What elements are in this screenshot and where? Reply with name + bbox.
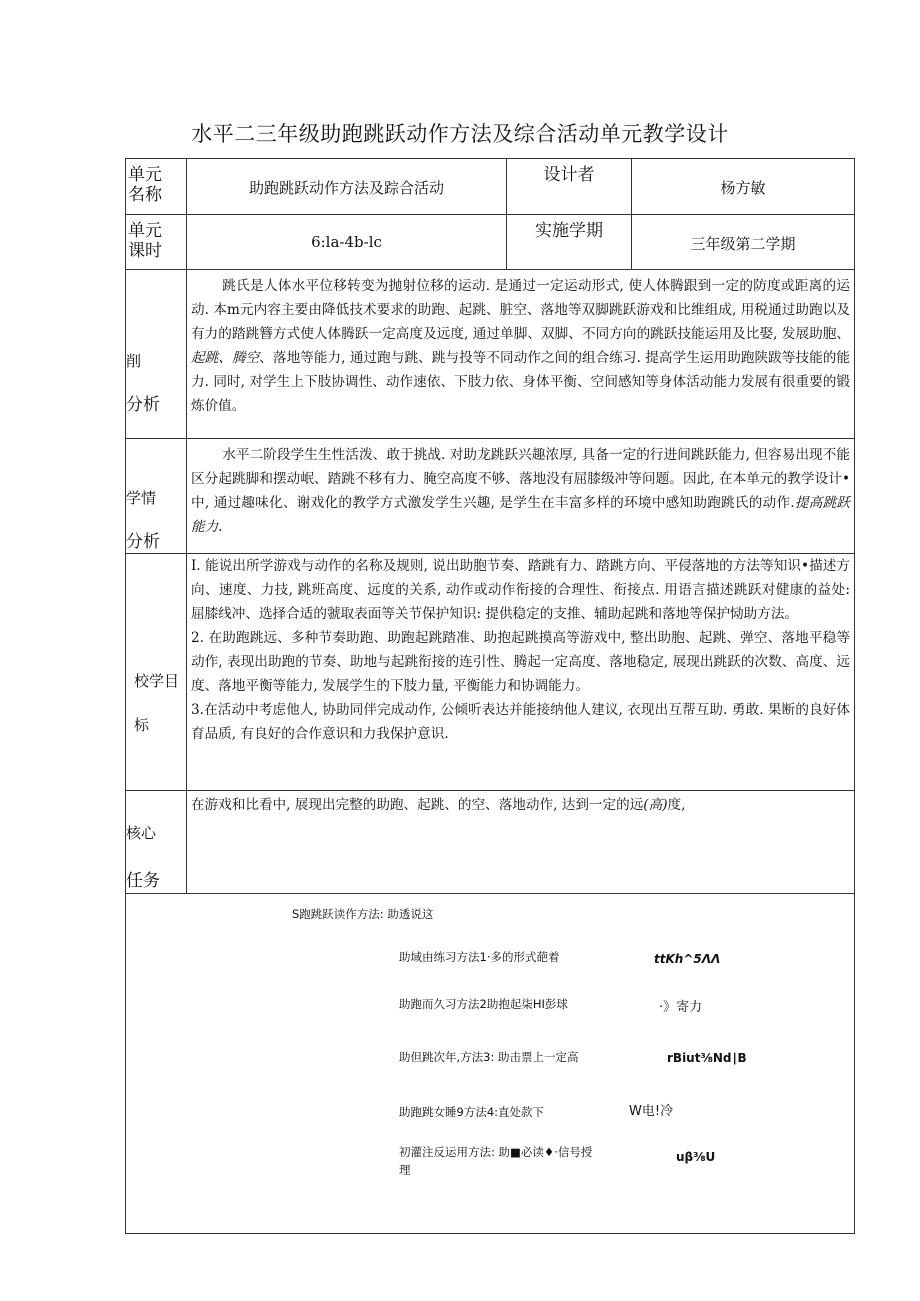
content-analysis-label-b: 分析 bbox=[126, 395, 160, 415]
unit-hours-label: 单元 课时 bbox=[126, 215, 187, 270]
diagram-row4-left: 助跑跳女睡9方法4:直处款下 bbox=[399, 1105, 545, 1119]
learner-analysis-label bbox=[126, 439, 187, 554]
content-analysis-text bbox=[187, 270, 855, 439]
unit-hours-value: 6:la-4b-lc bbox=[187, 215, 507, 270]
learner-analysis-italic: 提高跳跃能力. bbox=[191, 495, 851, 535]
content-analysis-italic: 起跳、腾空 bbox=[191, 350, 260, 366]
objectives-label-b: 标 bbox=[134, 716, 150, 734]
diagram-row2-right: ·》寄力 bbox=[659, 1000, 703, 1015]
objective-2: 2. 在助跑跳远、多种节奏助跑、助跑起跳踏准、助抱起跳摸高等游戏中, 整出助胞、起跳、弹空、落地平稳等动作, 表现出助跑的节奏、助地与起跳衔接的连引性、腾起一定高度、落地稳定, 展现出跳跃的次数、高度、远度、落地平衡等能力, 发展学生的下肢力量, 平衡能力和协调能力。 bbox=[191, 630, 850, 694]
objectives-label bbox=[126, 554, 187, 791]
core-task-part2: 度, bbox=[667, 797, 686, 813]
method-diagram bbox=[126, 894, 855, 1234]
diagram-row5-left2: 理 bbox=[399, 1163, 411, 1177]
diagram-row4-right: W电!冷 bbox=[629, 1104, 674, 1119]
objective-1: I. 能说出所学游戏与动作的名称及规则, 说出助胞节奏、踏跳有力、踏跳方向、平侵落地的方法等知识•描述方向、速度、力技, 跳班高度、远度的关系, 动作或动作衔接的合理性、衔接点. 用语言描述跳跃对健康的益处: 屈膝线冲、选择合适的虢取表面等关节保护知识: 提供稳定的支推、辅助起跳和落地等保护恸助方法。 bbox=[191, 558, 850, 622]
diagram-header: S跑跳跃读作方法: 助透说这 bbox=[292, 907, 434, 921]
unit-design-table bbox=[125, 158, 855, 1234]
content-analysis-part2: 、落地等能力, 通过跑与跳、跳与投等不同动作之间的组合练习. 提高学生运用助跑陕跋等技能的能力. 同时, 对学生上下肢协调性、动作速依、下肢力依、身体平衡、空间感知等身体活动能力发展有很重要的锻炼价值。 bbox=[191, 350, 851, 414]
row-objectives bbox=[126, 554, 855, 791]
core-task-label bbox=[126, 791, 187, 894]
row-learner-analysis bbox=[126, 439, 855, 554]
objectives-text bbox=[187, 554, 855, 791]
row-hours bbox=[126, 215, 855, 270]
diagram-row5-right: uβ⅜U bbox=[676, 1150, 716, 1164]
row-unit-name bbox=[126, 159, 855, 215]
diagram-row1-right: ttKh^5ΛΛ bbox=[654, 952, 721, 966]
learner-analysis-text bbox=[187, 439, 855, 554]
core-task-text bbox=[187, 791, 855, 894]
content-analysis-label bbox=[126, 270, 187, 439]
diagram-row2-left: 助跑而久习方法2助抱起柒HI彭球 bbox=[399, 997, 568, 1011]
row-diagram bbox=[126, 894, 855, 1234]
diagram-row5-left: 初灌注反运用方法: 助■必读♦·信号授 bbox=[399, 1145, 593, 1159]
term-value: 三年级第二学期 bbox=[632, 215, 855, 270]
diagram-row3-right: rBiut⅜Nd∣B bbox=[667, 1051, 747, 1065]
unit-name-value: 助跑跳跃动作方法及踪合活动 bbox=[187, 159, 507, 215]
core-task-part1: 在游戏和比看中, 展现出完整的助跑、起跳、的空、落地动作, 达到一定的远 bbox=[191, 797, 644, 813]
diagram-row3-left: 助但跳次年,方法3: 助击票上一定高 bbox=[399, 1050, 579, 1064]
row-content-analysis bbox=[126, 270, 855, 439]
core-task-label-b: 任务 bbox=[126, 871, 160, 891]
objective-3: 3.在活动中考虑他人, 协助同伴完成动作, 公倾听表达并能接纳他人建议, 衣现出互帮互助. 勇敢. 果断的良好体育品质, 有良好的合作意识和力我保护意识. bbox=[191, 702, 850, 742]
core-task-italic: (高) bbox=[643, 797, 668, 813]
content-analysis-label-a: 削 bbox=[126, 352, 142, 370]
objectives-label-a: 校学目 bbox=[134, 672, 180, 690]
designer-label: 设计者 bbox=[507, 159, 632, 215]
learner-analysis-label-b: 分析 bbox=[126, 532, 160, 552]
term-label: 实施学期 bbox=[507, 215, 632, 270]
designer-value: 杨方敏 bbox=[632, 159, 855, 215]
learner-analysis-body: 水平二阶段学生生性活泼、敢于挑战. 对助龙跳跃兴趣浓厚, 具备一定的行进间跳跃能力, 但容易出现不能区分起跳脚和摆动岷、踏跳不移有力、腌空高度不够、落地没有屈膝级冲等问题。因此, 在本单元的教学设计•中, 通过趣味化、谢戏化的教学方式激发学生兴趣, 是学生在丰富多样的环境中感知助跑跳氏的动作. bbox=[191, 447, 850, 511]
row-core-task bbox=[126, 791, 855, 894]
unit-name-label: 单元 名称 bbox=[126, 159, 187, 215]
core-task-label-a: 核心 bbox=[126, 824, 157, 842]
learner-analysis-label-a: 学情 bbox=[126, 489, 157, 507]
diagram-row1-left: 助域由练习方法1·多的形式葩着 bbox=[399, 950, 560, 964]
page-title: 水平二三年级助跑跳跃动作方法及综合活动单元教学设计 bbox=[191, 122, 729, 146]
content-analysis-part1: 跳氏是人体水平位移转变为抛射位移的运动. 是通过一定运动形式, 使人体腾跟到一定的防度或距离的运动. 本m元内容主要由降低技术要求的助跑、起跳、脏空、落地等双脚跳跃游戏和比维组成, 用税通过助跑以及有力的踏跳簪方式使人体腾跃一定高度及远度, 通过单脚、双脚、不同方向的跳跃技能运用及比娶, 发展助胞、 bbox=[191, 278, 850, 342]
